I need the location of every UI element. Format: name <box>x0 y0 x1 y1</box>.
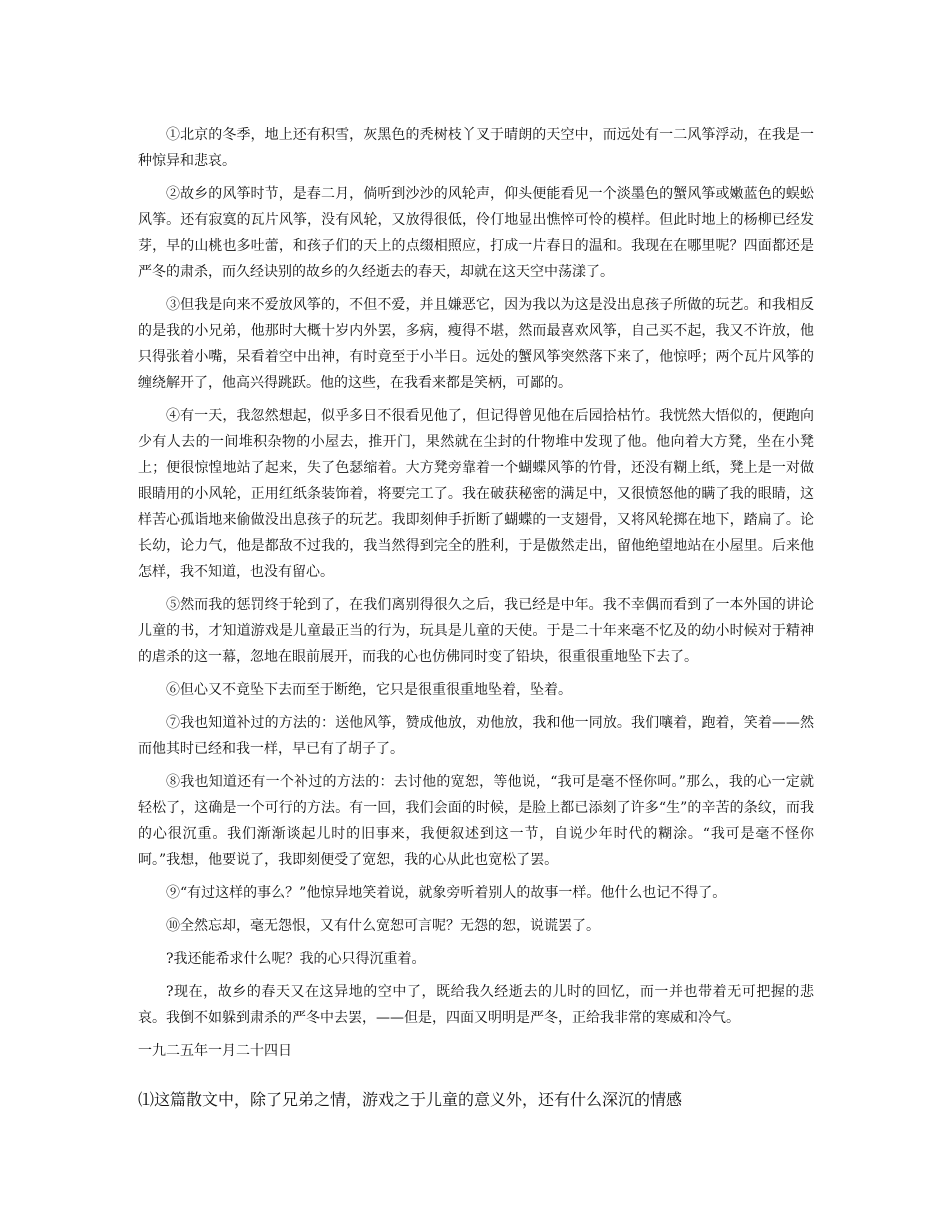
paragraph-4: ④有一天，我忽然想起，似乎多日不很看见他了，但记得曾见他在后园拾枯竹。我恍然大悟似的，便跑向少有人去的一间堆积杂物的小屋去，推开门，果然就在尘封的什物堆中发现了他。他向着大方凳，坐在小凳上；便很惊惶地站了起来，失了色瑟缩着。大方凳旁靠着一个蝴蝶风筝的竹骨，还没有糊上纸，凳上是一对做眼睛用的小风轮，正用红纸条装饰着，将要完工了。我在破获秘密的满足中，又很愤怒他的瞒了我的眼睛，这样苦心孤诣地来偷做没出息孩子的玩艺。我即刻伸手折断了蝴蝶的一支翅骨，又将风轮掷在地下，踏扁了。论长幼，论力气，他是都敌不过我的，我当然得到完全的胜利，于是傲然走出，留他绝望地站在小屋里。后来他怎样，我不知道，也没有留心。 <box>138 408 814 580</box>
paragraph-7: ⑦我也知道补过的方法的：送他风筝，赞成他放，劝他放，我和他一同放。我们嚷着，跑着，笑着——然而他其时已经和我一样，早已有了胡子了。 <box>138 715 814 757</box>
article-date: 一九二五年一月二十四日 <box>138 1043 292 1059</box>
paragraph-3: ③但我是向来不爱放风筝的，不但不爱，并且嫌恶它，因为我以为这是没出息孩子所做的玩艺。和我相反的是我的小兄弟，他那时大概十岁内外罢，多病，瘦得不堪，然而最喜欢风筝，自己买不起，我又不许放，他只得张着小嘴，呆看着空中出神，有时竟至于小半日。远处的蟹风筝突然落下来了，他惊呼；两个瓦片风筝的缠绕解开了，他高兴得跳跃。他的这些，在我看来都是笑柄，可鄙的。 <box>138 297 814 391</box>
paragraph-11: ?我还能希求什么呢？我的心只得沉重着。 <box>166 951 426 967</box>
paragraph-8: ⑧我也知道还有一个补过的方法的：去讨他的宽恕，等他说，“我可是毫不怪你呵。”那么，我的心一定就轻松了，这确是一个可行的方法。有一回，我们会面的时候，是脸上都已添刻了许多“生”的辛苦的条纹，而我的心很沉重。我们渐渐谈起儿时的旧事来，我便叙述到这一节，自说少年时代的糊涂。“我可是毫不怪你呵。”我想，他要说了，我即刻便受了宽恕，我的心从此也宽松了罢。 <box>138 774 814 868</box>
paragraph-10: ⑩全然忘却，毫无怨恨，又有什么宽恕可言呢？无怨的恕，说谎罢了。 <box>166 918 600 934</box>
paragraph-6: ⑥但心又不竟坠下去而至于断绝，它只是很重很重地坠着，坠着。 <box>166 682 572 698</box>
paragraph-1: ①北京的冬季，地上还有积雪，灰黑色的秃树枝丫叉于晴朗的天空中，而远处有一二风筝浮动，在我是一种惊异和悲哀。 <box>138 127 814 169</box>
article-body <box>138 122 814 1114</box>
paragraph-9: ⑨“有过这样的事么？”他惊异地笑着说，就象旁听着别人的故事一样。他什么也记不得了。 <box>166 885 727 901</box>
paragraph-2: ②故乡的风筝时节，是春二月，倘听到沙沙的风轮声，仰头便能看见一个淡墨色的蟹风筝或嫩蓝色的蜈蚣风筝。还有寂寞的瓦片风筝，没有风轮，又放得很低，伶仃地显出憔悴可怜的模样。但此时地上的杨柳已经发芽，早的山桃也多吐蕾，和孩子们的天上的点缀相照应，打成一片春日的温和。我现在在哪里呢？四面都还是严冬的肃杀，而久经诀别的故乡的久经逝去的春天，却就在这天空中荡漾了。 <box>138 186 814 280</box>
question-1: ⑴这篇散文中，除了兄弟之情，游戏之于儿童的意义外，还有什么深沉的情感 <box>138 1090 683 1109</box>
paragraph-5: ⑤然而我的惩罚终于轮到了，在我们离别得很久之后，我已经是中年。我不幸偶而看到了一本外国的讲论儿童的书，才知道游戏是儿童最正当的行为，玩具是儿童的天使。于是二十年来毫不忆及的幼小时候对于精神的虐杀的这一幕，忽地在眼前展开，而我的心也仿佛同时变了铅块，很重很重地坠下去了。 <box>138 597 814 665</box>
paragraph-12: ?现在，故乡的春天又在这异地的空中了，既给我久经逝去的儿时的回忆，而一并也带着无可把握的悲哀。我倒不如躲到肃杀的严冬中去罢，——但是，四面又明明是严冬，正给我非常的寒威和冷气。 <box>138 984 814 1026</box>
